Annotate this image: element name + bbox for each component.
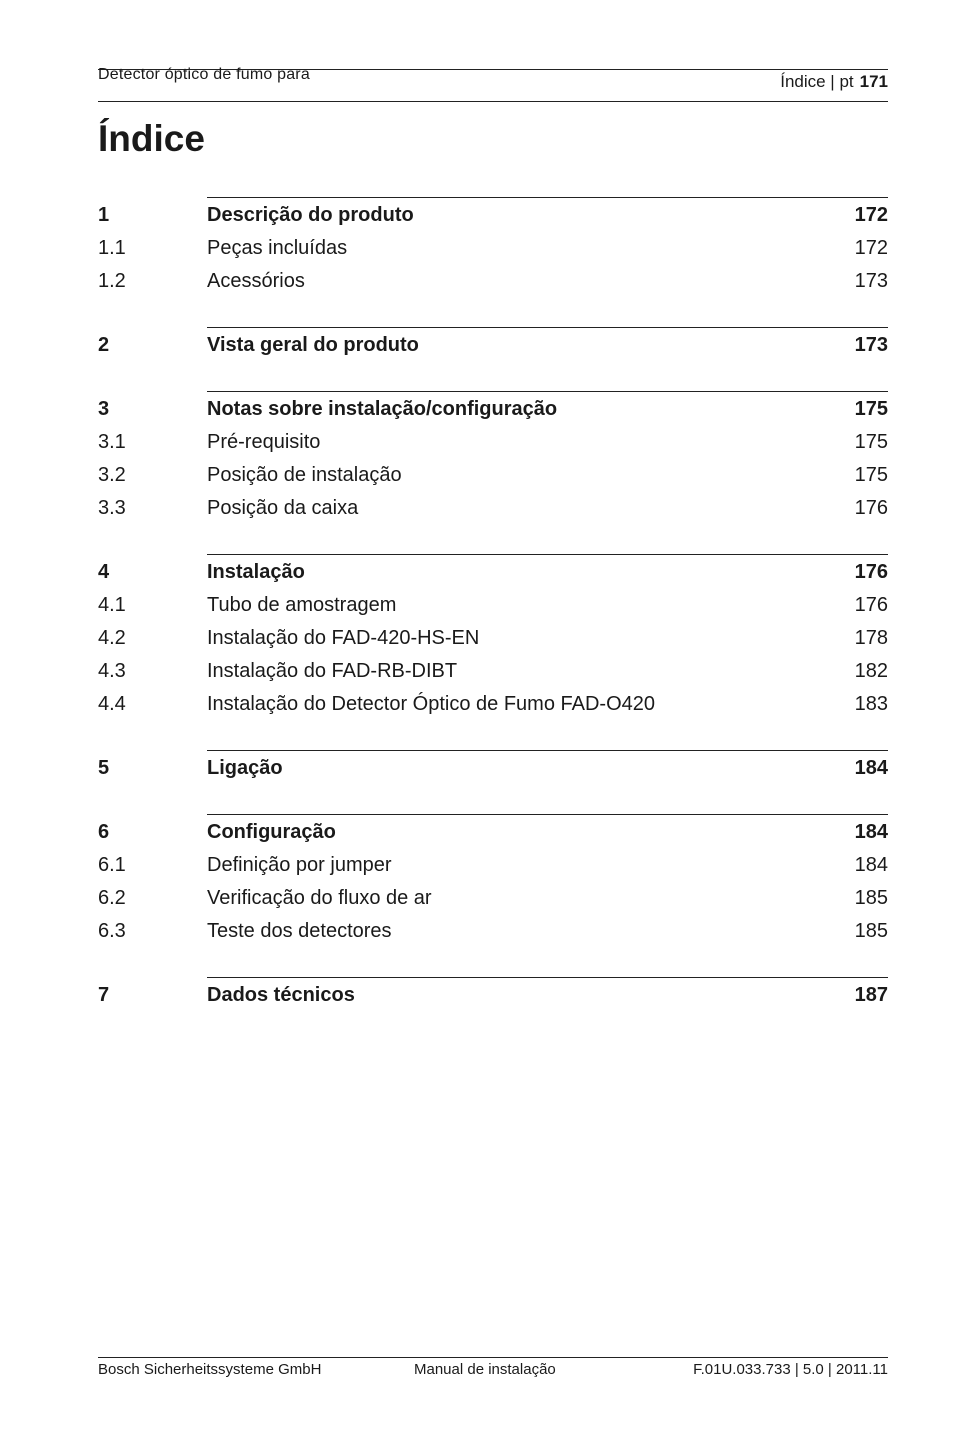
toc-entry-page: 184	[854, 757, 888, 779]
toc-entry-number: 4.1	[98, 594, 126, 616]
toc-entry-page: 175	[854, 398, 888, 420]
toc-entry-title: Ligação	[207, 757, 283, 779]
header-doc-title: Detector óptico de fumo para	[98, 66, 310, 83]
toc-section	[98, 391, 888, 525]
toc-entry-title: Pré-requisito	[207, 431, 321, 453]
toc-entry-page: 178	[854, 627, 888, 649]
toc-entry-title: Peças incluídas	[207, 237, 348, 259]
toc-subsection-entry[interactable]	[98, 688, 888, 721]
toc-entry-title: Posição da caixa	[207, 497, 359, 519]
toc-entry-number: 4	[98, 561, 110, 583]
toc-subsection-entry[interactable]	[98, 915, 888, 948]
toc-entry-title: Teste dos detectores	[207, 920, 392, 942]
footer-doc-id: F.01U.033.733 | 5.0 | 2011.11	[693, 1361, 888, 1378]
toc-entry-number: 3	[98, 398, 110, 420]
toc-section	[98, 814, 888, 948]
toc-chapter-entry[interactable]	[98, 814, 888, 849]
footer-company: Bosch Sicherheitssysteme GmbH	[98, 1361, 322, 1378]
toc-subsection-entry[interactable]	[98, 426, 888, 459]
page-title: Índice	[98, 118, 205, 159]
toc-subsection-entry[interactable]	[98, 232, 888, 265]
toc-entry-page: 187	[854, 984, 888, 1006]
toc-entry-title: Posição de instalação	[207, 464, 402, 486]
toc-entry-number: 3.1	[98, 431, 126, 453]
toc-entry-number: 7	[98, 984, 110, 1006]
toc-entry-page: 172	[854, 204, 888, 226]
toc-entry-number: 3.2	[98, 464, 126, 486]
toc-entry-title: Tubo de amostragem	[207, 594, 397, 616]
toc-entry-number: 2	[98, 334, 110, 356]
toc-entry-title: Dados técnicos	[207, 984, 355, 1006]
toc-entry-page: 173	[854, 270, 888, 292]
toc-section	[98, 977, 888, 1012]
toc-chapter-entry[interactable]	[98, 554, 888, 589]
toc-subsection-entry[interactable]	[98, 849, 888, 882]
toc-entry-title: Instalação	[207, 561, 305, 583]
toc-entry-page: 175	[854, 464, 888, 486]
toc-entry-number: 4.4	[98, 693, 126, 715]
toc-section	[98, 197, 888, 298]
table-of-contents	[98, 197, 888, 1041]
toc-entry-page: 173	[854, 334, 888, 356]
toc-entry-number: 5	[98, 757, 110, 779]
toc-entry-title: Instalação do FAD-RB-DIBT	[207, 660, 458, 682]
toc-entry-page: 176	[854, 594, 888, 616]
toc-chapter-entry[interactable]	[98, 327, 888, 362]
toc-entry-page: 183	[854, 693, 888, 715]
toc-entry-title: Instalação do FAD-420-HS-EN	[207, 627, 480, 649]
toc-chapter-entry[interactable]	[98, 977, 888, 1012]
toc-entry-title: Vista geral do produto	[207, 334, 419, 356]
toc-entry-page: 172	[854, 237, 888, 259]
toc-subsection-entry[interactable]	[98, 492, 888, 525]
toc-entry-number: 1.2	[98, 270, 126, 292]
toc-subsection-entry[interactable]	[98, 655, 888, 688]
toc-entry-title: Verificação do fluxo de ar	[207, 887, 432, 909]
toc-entry-title: Descrição do produto	[207, 204, 414, 226]
toc-entry-page: 185	[854, 920, 888, 942]
toc-subsection-entry[interactable]	[98, 459, 888, 492]
toc-entry-number: 4.2	[98, 627, 126, 649]
toc-subsection-entry[interactable]	[98, 622, 888, 655]
toc-entry-number: 6.1	[98, 854, 126, 876]
toc-entry-title: Acessórios	[207, 270, 305, 292]
toc-entry-number: 3.3	[98, 497, 126, 519]
toc-chapter-entry[interactable]	[98, 750, 888, 785]
toc-entry-page: 176	[854, 561, 888, 583]
toc-entry-page: 182	[854, 660, 888, 682]
toc-subsection-entry[interactable]	[98, 589, 888, 622]
header-bottom-rule	[98, 101, 888, 102]
toc-entry-number: 6.2	[98, 887, 126, 909]
toc-entry-number: 1	[98, 204, 110, 226]
header-page-info	[780, 72, 888, 92]
footer-rule	[98, 1357, 888, 1358]
toc-entry-title: Definição por jumper	[207, 854, 392, 876]
footer-manual: Manual de instalação	[414, 1361, 556, 1378]
toc-entry-number: 6	[98, 821, 110, 843]
toc-chapter-entry[interactable]	[98, 391, 888, 426]
header-page-number: 171	[859, 72, 888, 91]
toc-subsection-entry[interactable]	[98, 882, 888, 915]
toc-entry-page: 185	[854, 887, 888, 909]
toc-entry-number: 6.3	[98, 920, 126, 942]
toc-entry-title: Configuração	[207, 821, 336, 843]
toc-entry-title: Notas sobre instalação/configuração	[207, 398, 558, 420]
toc-entry-page: 176	[854, 497, 888, 519]
toc-subsection-entry[interactable]	[98, 265, 888, 298]
toc-entry-page: 184	[854, 821, 888, 843]
header-section: Índice | pt	[780, 72, 854, 91]
toc-entry-page: 175	[854, 431, 888, 453]
toc-section	[98, 327, 888, 362]
toc-section	[98, 750, 888, 785]
toc-section	[98, 554, 888, 721]
toc-entry-title: Instalação do Detector Óptico de Fumo FAD-O420	[207, 693, 655, 715]
toc-chapter-entry[interactable]	[98, 197, 888, 232]
toc-entry-number: 1.1	[98, 237, 126, 259]
toc-entry-page: 184	[854, 854, 888, 876]
toc-entry-number: 4.3	[98, 660, 126, 682]
